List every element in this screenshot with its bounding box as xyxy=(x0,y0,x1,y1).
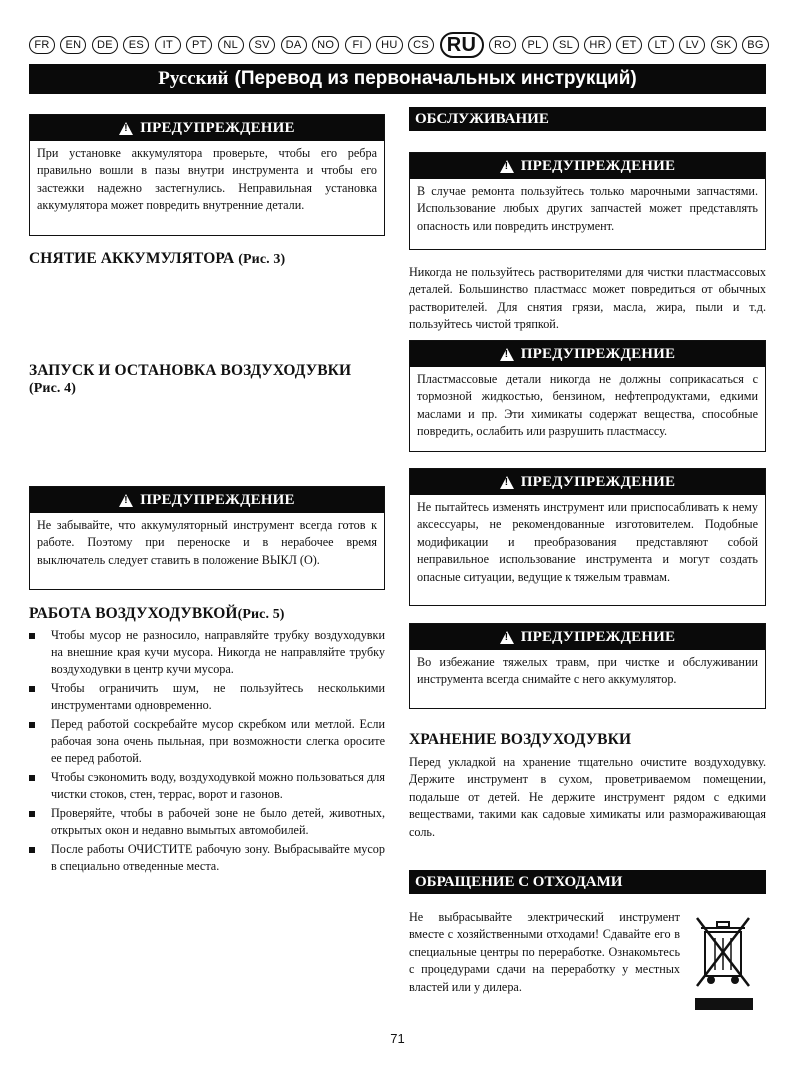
warning-header xyxy=(410,624,765,650)
bullet-square-icon xyxy=(29,775,35,781)
work-fig-ref: (Рис. 5) xyxy=(237,607,285,622)
crossed-bin-icon xyxy=(693,910,753,1010)
warning-box-modifications xyxy=(409,468,766,606)
list-item-text: Чтобы мусор не разносило, направляйте трубку воздуходувки на внешние края кучи мусора. Никогда не направляйте трубку воздуходувки в центр кучи мусора. xyxy=(51,628,385,676)
list-item xyxy=(29,769,385,803)
bullet-square-icon xyxy=(29,722,35,728)
warning-text: При установке аккумулятора проверьте, чтобы его ребра правильно вошли в пазы внутри инструмента и чтобы его застежки надежно застегнулись. Неправильная установка аккумулятора может повредить внутренние детали. xyxy=(37,146,377,213)
warning-triangle-icon xyxy=(500,476,514,489)
language-badge-nl: NL xyxy=(218,36,244,54)
warning-box-remove-battery xyxy=(409,623,766,709)
warning-box-plastic xyxy=(409,340,766,452)
language-badge-cs: CS xyxy=(408,36,434,54)
language-badge-it: IT xyxy=(155,36,181,54)
page-number: 71 xyxy=(390,1031,405,1046)
bullet-square-icon xyxy=(29,686,35,692)
language-badge-no: NO xyxy=(312,36,339,54)
warning-triangle-icon xyxy=(500,631,514,644)
warning-triangle-icon xyxy=(119,494,133,507)
storage-heading: ХРАНЕНИЕ ВОЗДУХОДУВКИ xyxy=(409,731,632,748)
list-item xyxy=(29,716,385,767)
title-language: Русский xyxy=(158,68,229,89)
warning-label: ПРЕДУПРЕЖДЕНИЕ xyxy=(140,119,295,136)
language-badge-sv: SV xyxy=(249,36,275,54)
warning-text: Во избежание тяжелых травм, при чистке и обслуживании инструмента всегда снимайте с него аккумулятор. xyxy=(417,655,758,687)
language-badge-et: ET xyxy=(616,36,642,54)
language-badge-fr: FR xyxy=(29,36,55,54)
warning-header xyxy=(410,153,765,179)
language-badge-da: DA xyxy=(281,36,307,54)
warning-header xyxy=(410,341,765,367)
list-item-text: Перед работой соскребайте мусор скребком или метлой. Если рабочая зона очень пыльная, при возможности слегка оросите ее перед работой. xyxy=(51,717,385,765)
language-badge-ru: RU xyxy=(440,32,484,58)
bin-handle xyxy=(717,922,729,927)
language-badge-ro: RO xyxy=(489,36,516,54)
removal-heading xyxy=(29,250,385,268)
work-heading-text: РАБОТА ВОЗДУХОДУВКОЙ xyxy=(29,605,238,622)
warning-label: ПРЕДУПРЕЖДЕНИЕ xyxy=(140,491,295,508)
work-bullet-list xyxy=(29,627,385,877)
language-badge-sk: SK xyxy=(711,36,737,54)
bullet-square-icon xyxy=(29,811,35,817)
language-badge-fi: FI xyxy=(345,36,371,54)
maintenance-heading: ОБСЛУЖИВАНИЕ xyxy=(409,107,766,131)
work-heading xyxy=(29,605,385,623)
start-stop-fig-ref: (Рис. 4) xyxy=(29,381,76,396)
warning-header xyxy=(410,469,765,495)
list-item xyxy=(29,841,385,875)
list-item xyxy=(29,680,385,714)
language-badge-bg: BG xyxy=(742,36,769,54)
storage-paragraph: Перед укладкой на хранение тщательно очистите воздуходувку. Держите инструмент в сухом, проветриваемом помещении, подальше от детей. Не держите инструмент рядом с едкими веществами, такими как садовые химикаты или размораживающая соль. xyxy=(409,755,766,839)
list-item-text: Чтобы сэкономить воду, воздуходувкой можно пользоваться для чистки стоков, стен, террас, ворот и газонов. xyxy=(51,770,385,801)
maintenance-paragraph: Никогда не пользуйтесь растворителями для чистки пластмассовых деталей. Большинство пластмасс может повредиться от обычных растворителей. Для снятия грязи, масла, жира, пыли и т.д. пользуйтесь чистой тряпкой. xyxy=(409,265,766,332)
language-badge-es: ES xyxy=(123,36,149,54)
language-badge-hu: HU xyxy=(376,36,403,54)
warning-label: ПРЕДУПРЕЖДЕНИЕ xyxy=(520,628,676,645)
language-badge-de: DE xyxy=(92,36,118,54)
list-item xyxy=(29,805,385,839)
warning-box-battery-install xyxy=(29,114,385,236)
warning-box-spare-parts xyxy=(409,152,766,250)
start-stop-heading-text: ЗАПУСК И ОСТАНОВКА ВОЗДУХОДУВКИ xyxy=(29,362,352,379)
warning-triangle-icon xyxy=(500,348,514,361)
bin-wheel xyxy=(707,976,715,984)
list-item-text: Проверяйте, чтобы в рабочей зоне не было детей, животных, открытых окон и недавно вымытых автомобилей. xyxy=(51,806,385,837)
warning-label: ПРЕДУПРЕЖДЕНИЕ xyxy=(520,157,676,174)
warning-triangle-icon xyxy=(119,122,133,135)
disposal-heading: ОБРАЩЕНИЕ С ОТХОДАМИ xyxy=(409,870,766,894)
language-badge-lv: LV xyxy=(679,36,705,54)
warning-text: В случае ремонта пользуйтесь только марочными запчастями. Использование любых других запчастей может представлять опасность или повредить инструмент. xyxy=(417,184,758,233)
warning-label: ПРЕДУПРЕЖДЕНИЕ xyxy=(520,473,676,490)
warning-text: Не пытайтесь изменять инструмент или приспосабливать к нему аксессуары, не рекомендованные изготовителем. Подобные модификации и преобразования представляют собой неправильное использование инструмента и могут создать опасные ситуации, ведущие к тяжелым травмам. xyxy=(417,500,758,584)
warning-header xyxy=(30,487,384,513)
weee-bar xyxy=(695,998,753,1010)
language-badge-lt: LT xyxy=(648,36,674,54)
warning-text: Пластмассовые детали никогда не должны соприкасаться с тормозной жидкостью, бензином, нефтепродуктами, едкими маслами и пр. Эти химикаты содержат вещества, способные повредить, ослабить или разрушить пластмассу. xyxy=(417,372,758,439)
title-subtitle: (Перевод из первоначальных инструкций) xyxy=(234,68,637,89)
warning-text: Не забывайте, что аккумуляторный инструмент всегда готов к работе. Поэтому при переноске и в нерабочее время выключатель следует ставить в положение ВЫКЛ (O). xyxy=(37,518,377,567)
language-badge-en: EN xyxy=(60,36,86,54)
warning-box-battery-ready xyxy=(29,486,385,590)
warning-header xyxy=(30,115,384,141)
language-bar xyxy=(29,30,769,60)
removal-heading-text: СНЯТИЕ АККУМУЛЯТОРА xyxy=(29,250,235,267)
list-item xyxy=(29,627,385,678)
bullet-square-icon xyxy=(29,633,35,639)
disposal-paragraph: Не выбрасывайте электрический инструмент вместе с хозяйственными отходами! Сдавайте его в специальные центры по переработке. Ознакомьтесь с процедурами сдачи на переработку у местных властей или у дилера. xyxy=(409,910,680,994)
language-badge-hr: HR xyxy=(584,36,611,54)
list-item-text: Чтобы ограничить шум, не пользуйтесь несколькими инструментами одновременно. xyxy=(51,681,385,712)
language-badge-pl: PL xyxy=(522,36,548,54)
page-title xyxy=(29,64,766,94)
language-badge-sl: SL xyxy=(553,36,579,54)
removal-fig-ref: (Рис. 3) xyxy=(238,252,286,267)
bin-wheel xyxy=(731,976,739,984)
warning-triangle-icon xyxy=(500,160,514,173)
warning-label: ПРЕДУПРЕЖДЕНИЕ xyxy=(520,345,676,362)
language-badge-pt: PT xyxy=(186,36,212,54)
start-stop-heading xyxy=(29,362,385,397)
bullet-square-icon xyxy=(29,847,35,853)
list-item-text: После работы ОЧИСТИТЕ рабочую зону. Выбрасывайте мусор в специально отведенные места. xyxy=(51,842,385,873)
